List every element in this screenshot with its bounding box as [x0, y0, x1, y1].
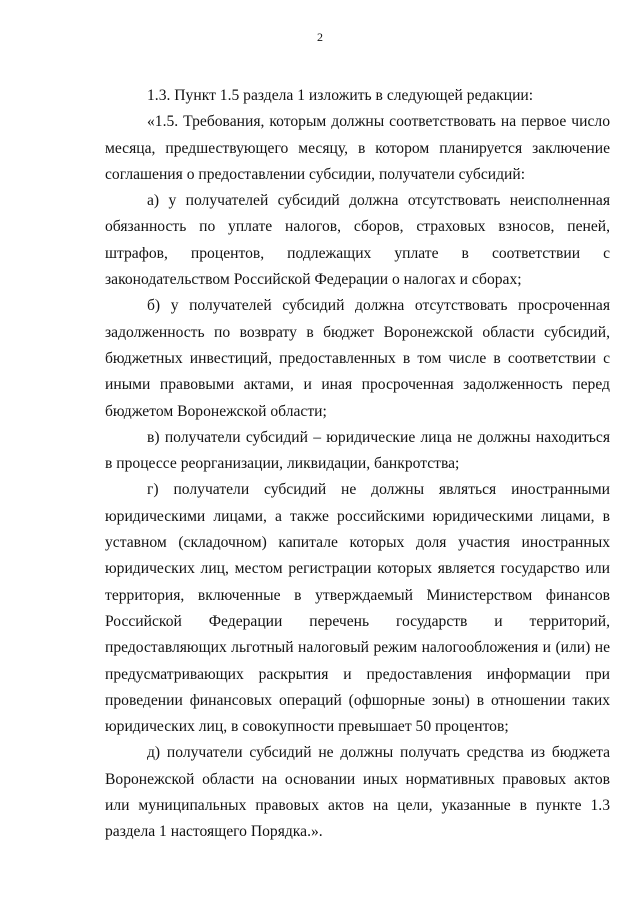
paragraph-requirements-intro: «1.5. Требования, которым должны соответствовать на первое число месяца, предшествующего месяцу, в котором планируется заключение соглашения о предоставлении субсидии, получатели субсидий:	[105, 113, 610, 183]
paragraph-item-b: б) у получателей субсидий должна отсутствовать просроченная задолженность по возврату в бюджет Воронежской области субсидий, бюджетных инвестиций, предоставленных в том числе в соответствии с иными правовыми актами, и иная просроченная задолженность перед бюджетом Воронежской области;	[105, 297, 610, 420]
document-body	[105, 83, 610, 846]
page-number: 2	[317, 30, 323, 44]
paragraph-item-a: а) у получателей субсидий должна отсутствовать неисполненная обязанность по уплате налогов, сборов, страховых взносов, пеней, штрафов, процентов, подлежащих уплате в соответствии с законодательством Российской Федерации о налогах и сборах;	[105, 192, 610, 289]
paragraph-item-d: д) получатели субсидий не должны получать средства из бюджета Воронежской области на основании иных нормативных правовых актов или муниципальных правовых актов на цели, указанные в пункте 1.3 раздела 1 настоящего Порядка.».	[105, 744, 610, 841]
paragraph-item-g: г) получатели субсидий не должны являться иностранными юридическими лицами, а также российскими юридическими лицами, в уставном (складочном) капитале которых доля участия иностранных юридических лиц, местом регистрации которых является государство или территория, включенные в утверждаемый Министерством финансов Российской Федерации перечень государств и территорий, предоставляющих льготный налоговый режим налогообложения и (или) не предусматривающих раскрытия и предоставления информации при проведении финансовых операций (офшорные зоны) в отношении таких юридических лиц, в совокупности превышает 50 процентов;	[105, 481, 610, 736]
paragraph-item-v: в) получатели субсидий – юридические лица не должны находиться в процессе реорганизации, ликвидации, банкротства;	[105, 428, 610, 473]
paragraph-amendment-intro: 1.3. Пункт 1.5 раздела 1 изложить в следующей редакции:	[147, 87, 534, 104]
